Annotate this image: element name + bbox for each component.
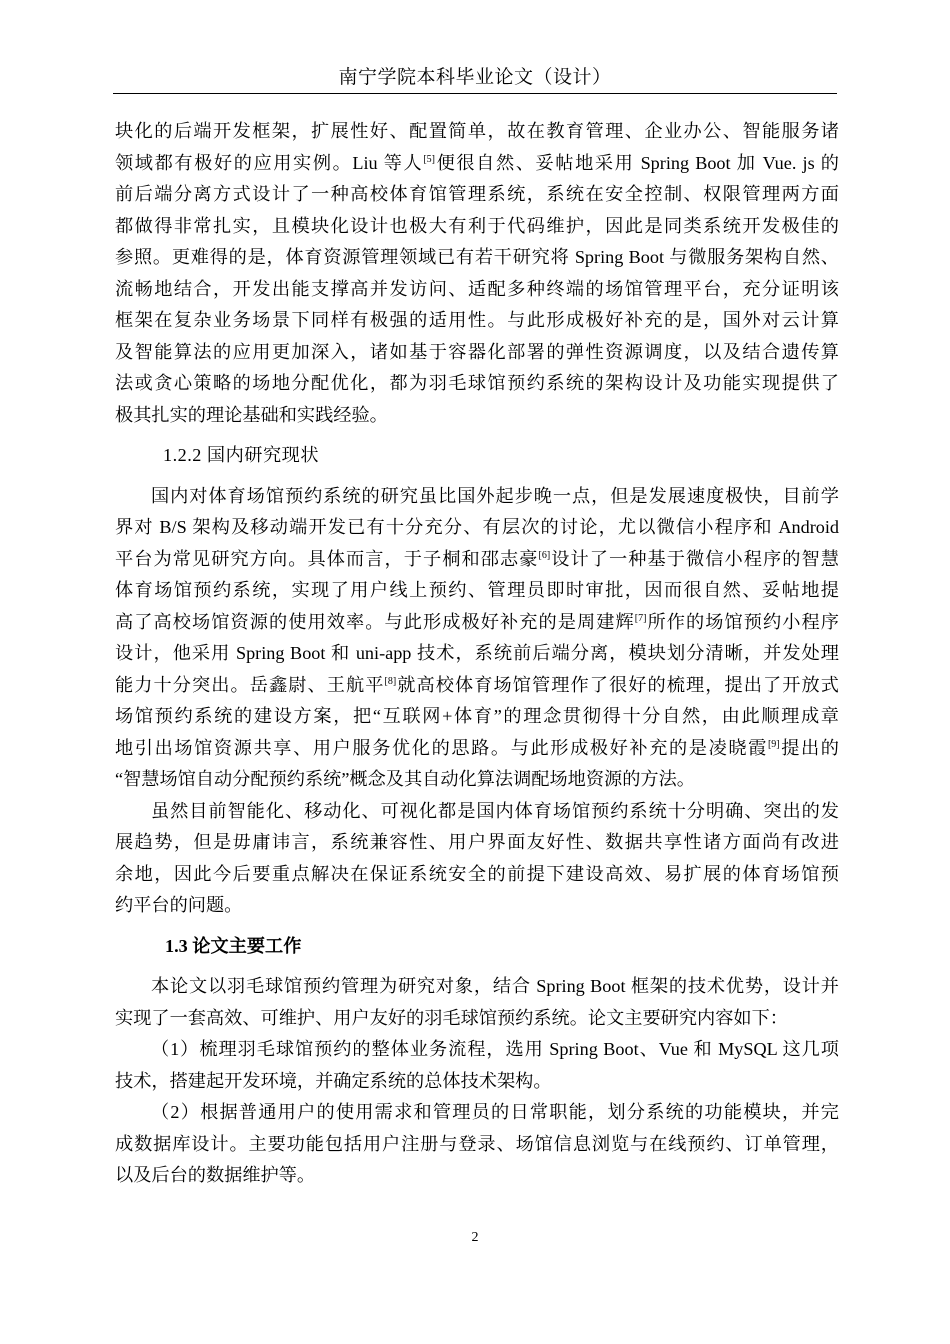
text-line: 本论文以羽毛球馆预约管理为研究对象，结合 Spring Boot 框架的技术优势，设计并 <box>151 976 839 996</box>
paragraph-item-1 <box>115 1034 839 1097</box>
paragraph-trend <box>115 796 839 922</box>
text-line: 技术，搭建起开发环境，并确定系统的总体技术架构。 <box>115 1070 552 1091</box>
text-line: 成数据库设计。主要功能包括用户注册与登录、场馆信息浏览与在线预约、订单管理， <box>115 1133 839 1154</box>
text-line: 界对 B/S 架构及移动端开发已有十分充分、有层次的讨论，尤以微信小程序和 Android <box>115 517 839 537</box>
text-line: 以及后台的数据维护等。 <box>115 1165 316 1185</box>
citation-ref: [9] <box>767 738 780 750</box>
text-line: 平台为常见研究方向。具体而言，于子桐和邵志豪[6]设计了一种基于微信小程序的智慧 <box>115 548 839 569</box>
text-line: 体育场馆预约系统，实现了用户线上预约、管理员即时审批，因而很自然、妥帖地提 <box>115 580 839 600</box>
text-line: “智慧场馆自动分配预约系统”概念及其自动化算法调配场地资源的方法。 <box>115 769 695 789</box>
text-line: 极其扎实的理论基础和实践经验。 <box>115 404 388 425</box>
text-line: 虽然目前智能化、移动化、可视化都是国内体育场馆预约系统十分明确、突出的发 <box>151 800 839 821</box>
text-line: 约平台的问题。 <box>115 895 243 915</box>
text-line: 及智能算法的应用更加深入，诸如基于容器化部署的弹性资源调度，以及结合遗传算 <box>115 341 839 362</box>
paragraph-main-work <box>115 971 839 1034</box>
text-line: 流畅地结合，开发出能支撑高并发访问、适配多种终端的场馆管理平台，充分证明该 <box>115 278 839 299</box>
page-number: 2 <box>471 1230 479 1245</box>
page-body <box>115 116 839 1192</box>
page-header <box>113 62 837 94</box>
text-line: 领域都有极好的应用实例。Liu 等人[5]便很自然、妥帖地采用 Spring Boot 加 Vue. js 的 <box>115 152 839 173</box>
text-line: 展趋势，但是毋庸讳言，系统兼容性、用户界面友好性、数据共享性诸方面尚有改进 <box>115 832 839 852</box>
paragraph-domestic-research <box>115 481 839 796</box>
paragraph-item-2 <box>115 1097 839 1192</box>
section-heading-1-3: 1.3 论文主要工作 <box>165 935 302 956</box>
text-line: 余地，因此今后要重点解决在保证系统安全的前提下建设高效、易扩展的体育场馆预 <box>115 863 839 884</box>
text-line: 法或贪心策略的场地分配优化，都为羽毛球馆预约系统的架构设计及功能实现提供了 <box>115 373 839 393</box>
text-line: （1）梳理羽毛球馆预约的整体业务流程，选用 Spring Boot、Vue 和 MySQL 这几项 <box>151 1039 839 1059</box>
text-line: 能力十分突出。岳鑫尉、王航平[8]就高校体育场馆管理作了很好的梳理，提出了开放式 <box>115 674 839 695</box>
text-line: 国内对体育场馆预约系统的研究虽比国外起步晚一点，但是发展速度极快，目前学 <box>151 485 839 506</box>
paragraph-foreign-research-cont <box>115 116 839 431</box>
subsection-heading-1-2-2: 1.2.2 国内研究现状 <box>163 445 320 465</box>
citation-ref: [8] <box>384 675 397 687</box>
text-line: 块化的后端开发框架，扩展性好、配置简单，故在教育管理、企业办公、智能服务诸 <box>115 121 839 141</box>
text-line: 场馆预约系统的建设方案，把“互联网+体育”的理念贯彻得十分自然，由此顺理成章 <box>115 706 839 726</box>
citation-ref: [7] <box>634 612 647 624</box>
header-title: 南宁学院本科毕业论文（设计） <box>338 67 612 88</box>
text-line: 参照。更难得的是，体育资源管理领域已有若干研究将 Spring Boot 与微服务架构自然、 <box>115 247 839 267</box>
text-line: 前后端分离方式设计了一种高校体育馆管理系统，系统在安全控制、权限管理两方面 <box>115 184 839 204</box>
citation-ref: [5] <box>423 153 436 165</box>
text-line: （2）根据普通用户的使用需求和管理员的日常职能，划分系统的功能模块，并完 <box>151 1102 839 1122</box>
text-line: 地引出场馆资源共享、用户服务优化的思路。与此形成极好补充的是凌晓霞[9]提出的 <box>115 737 839 758</box>
text-line: 设计，他采用 Spring Boot 和 uni-app 技术，系统前后端分离，模块划分清晰，并发处理 <box>115 643 839 663</box>
text-line: 实现了一套高效、可维护、用户友好的羽毛球馆预约系统。论文主要研究内容如下： <box>115 1007 788 1028</box>
citation-ref: [6] <box>538 549 551 561</box>
text-line: 都做得非常扎实，且模块化设计也极大有利于代码维护，因此是同类系统开发极佳的 <box>115 215 839 236</box>
text-line: 高了高校场馆资源的使用效率。与此形成极好补充的是周建辉[7]所作的场馆预约小程序 <box>115 611 839 632</box>
text-line: 框架在复杂业务场景下同样有极强的适用性。与此形成极好补充的是，国外对云计算 <box>115 310 839 330</box>
